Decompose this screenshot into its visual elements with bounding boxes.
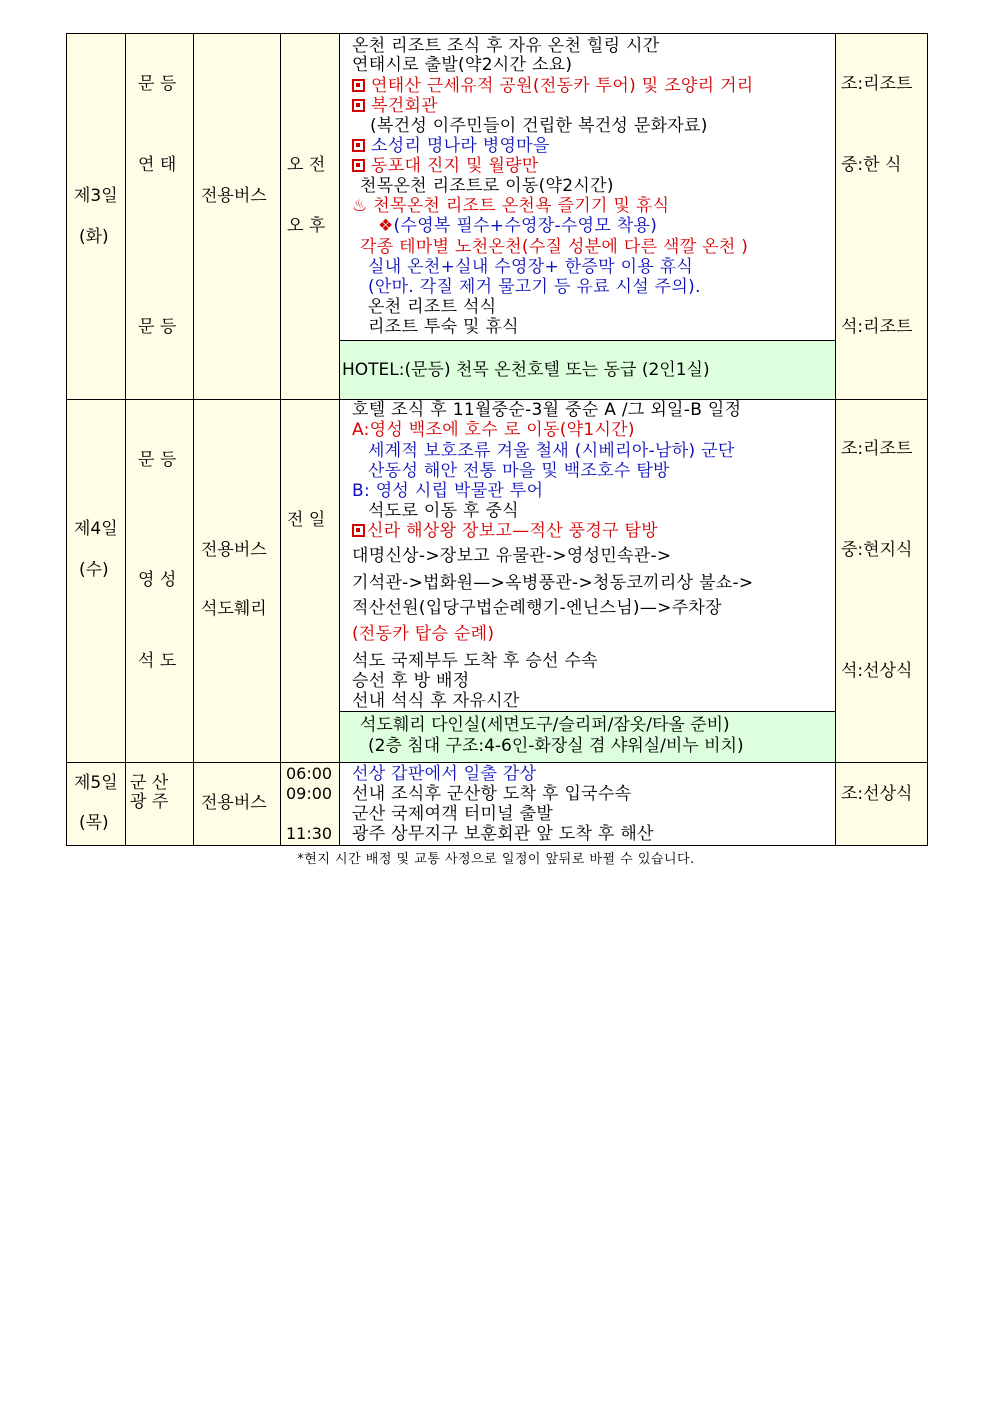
schedule-line: 선내 석식 후 자유시간 — [352, 691, 520, 711]
day4-time-cell — [281, 400, 340, 763]
schedule-line: 연태산 근세유적 공원(전동카 투어) 및 조양리 거리 — [352, 76, 754, 96]
hotel-label: HOTEL:(문등) 천목 온천호텔 또는 동급 (2인1실) — [342, 360, 710, 380]
day4-transport-cell — [194, 400, 281, 763]
day3-schedule-cell — [340, 34, 836, 400]
schedule-line: 호텔 조식 후 11월중순-3월 중순 A /그 외일-B 일정 — [352, 400, 742, 420]
ferry-cabin-label: 석도훼리 다인실(세면도구/슬리퍼/잠옷/타올 준비) — [360, 715, 730, 735]
bullet-square-icon — [352, 99, 365, 112]
day3-day-cell — [67, 34, 126, 400]
day5-row — [67, 763, 928, 846]
transport-label: 전용버스 — [201, 186, 267, 206]
schedule-line: 적산선원(입당구법순례행기-엔닌스님)—>주차장 — [352, 598, 722, 618]
day4-row — [67, 400, 928, 763]
transport-label: 전용버스 — [201, 793, 267, 813]
day3-city-cell — [126, 34, 194, 400]
schedule-line: (복건성 이주민들이 건립한 복건성 문화자료) — [370, 116, 708, 136]
meal-label: 중:현지식 — [841, 540, 913, 560]
time-label: 06:00 — [286, 764, 333, 783]
city-label: 연 태 — [138, 155, 177, 175]
day5-city-cell — [126, 763, 194, 846]
meal-label: 석:리조트 — [841, 317, 913, 337]
day5-meal-cell — [836, 763, 928, 846]
hot-spring-icon: ♨ — [352, 196, 374, 216]
schedule-line: 신라 해상왕 장보고—적산 풍경구 탐방 — [352, 521, 658, 541]
schedule-line: 각종 테마별 노천온천(수질 성분에 다른 색깔 온천 ) — [360, 237, 749, 257]
bullet-square-icon — [352, 524, 365, 537]
bullet-square-icon — [352, 139, 365, 152]
time-label: 오 전 — [287, 155, 326, 175]
meal-label: 조:리조트 — [841, 439, 913, 459]
bullet-square-icon — [352, 79, 365, 92]
time-label: 전 일 — [287, 510, 326, 530]
schedule-line: 선내 조식후 군산항 도착 후 입국수속 — [352, 784, 632, 804]
diamond-bullet-icon: ❖ — [378, 216, 394, 236]
schedule-line: 동포대 진지 및 월량만 — [352, 156, 539, 176]
day-label: 제3일 — [74, 186, 118, 206]
schedule-line: 석도로 이동 후 중식 — [368, 501, 519, 521]
footnote: *현지 시간 배정 및 교통 사정으로 일정이 앞뒤로 바뀔 수 있습니다. — [297, 852, 695, 867]
schedule-line: B: 영성 시립 박물관 투어 — [352, 481, 544, 501]
time-label: 09:00 — [286, 784, 333, 803]
ferry-cabin-label: (2층 침대 구조:4-6인-화장실 겸 샤워실/비누 비치) — [368, 736, 744, 756]
schedule-line: 석도 국제부두 도착 후 승선 수속 — [352, 651, 598, 671]
schedule-line: 복건회관 — [352, 96, 438, 116]
day4-schedule-cell — [340, 400, 836, 763]
schedule-line: 군산 국제여객 터미널 출발 — [352, 804, 554, 824]
itinerary-table — [66, 33, 928, 846]
time-label: 오 후 — [287, 216, 326, 236]
schedule-line: 온천 리조트 석식 — [368, 297, 497, 317]
schedule-line: A:영성 백조에 호수 로 이동(약1시간) — [352, 420, 635, 440]
schedule-line: 연태시로 출발(약2시간 소요) — [352, 55, 573, 75]
day-label: 제4일 — [74, 519, 118, 539]
city-label: 군 산 — [130, 773, 169, 793]
hotel-info — [340, 340, 835, 399]
schedule-line: ❖(수영복 필수+수영장-수영모 착용) — [378, 216, 658, 236]
weekday-label: (수) — [79, 560, 109, 580]
city-label: 문 등 — [138, 317, 177, 337]
day5-day-cell — [67, 763, 126, 846]
schedule-line: 선상 갑판에서 일출 감상 — [352, 764, 537, 784]
transport-label: 석도훼리 — [201, 599, 267, 619]
day4-city-cell — [126, 400, 194, 763]
day5-schedule-cell — [340, 763, 836, 846]
meal-label: 조:선상식 — [841, 784, 913, 804]
city-label: 문 등 — [138, 450, 177, 470]
schedule-line: 대명신상->장보고 유물관->영성민속관-> — [352, 546, 672, 566]
schedule-line: (안마. 각질 제거 물고기 등 유료 시설 주의). — [368, 277, 701, 297]
weekday-label: (화) — [79, 227, 109, 247]
meal-label: 중:한 식 — [841, 155, 902, 175]
day3-row — [67, 34, 928, 400]
city-label: 석 도 — [138, 651, 177, 671]
day3-time-cell — [281, 34, 340, 400]
schedule-line: (전동카 탑승 순례) — [352, 624, 495, 644]
schedule-line: 온천 리조트 조식 후 자유 온천 힐링 시간 — [352, 36, 660, 56]
city-label: 광 주 — [130, 792, 169, 812]
schedule-line: 리조트 투숙 및 휴식 — [368, 317, 519, 337]
city-label: 문 등 — [138, 74, 177, 94]
day5-transport-cell — [194, 763, 281, 846]
schedule-line: 천목온천 리조트로 이동(약2시간) — [360, 176, 614, 196]
schedule-line: 소성리 명나라 병영마을 — [352, 136, 550, 156]
transport-label: 전용버스 — [201, 540, 267, 560]
meal-label: 석:선상식 — [841, 661, 913, 681]
day4-meal-cell — [836, 400, 928, 763]
day4-day-cell — [67, 400, 126, 763]
city-label: 영 성 — [138, 570, 177, 590]
schedule-line: 세계적 보호조류 겨울 철새 (시베리아-남하) 군단 — [368, 441, 735, 461]
day3-meal-cell — [836, 34, 928, 400]
day5-time-cell — [281, 763, 340, 846]
schedule-line: 기석관->법화원—>옥병풍관->청동코끼리상 불쇼-> — [352, 573, 754, 593]
schedule-line: 승선 후 방 배정 — [352, 671, 470, 691]
schedule-line: 산동성 해안 전통 마을 및 백조호수 탐방 — [368, 461, 670, 481]
day3-transport-cell — [194, 34, 281, 400]
day-label: 제5일 — [74, 773, 118, 793]
schedule-line: 광주 상무지구 보훈회관 앞 도착 후 해산 — [352, 824, 654, 844]
bullet-square-icon — [352, 159, 365, 172]
ferry-cabin-info — [340, 711, 835, 762]
meal-label: 조:리조트 — [841, 74, 913, 94]
schedule-line: 실내 온천+실내 수영장+ 한증막 이용 휴식 — [368, 257, 694, 277]
weekday-label: (목) — [79, 813, 109, 833]
time-label: 11:30 — [286, 824, 333, 843]
schedule-line: ♨ 천목온천 리조트 온천욕 즐기기 및 휴식 — [352, 196, 670, 216]
